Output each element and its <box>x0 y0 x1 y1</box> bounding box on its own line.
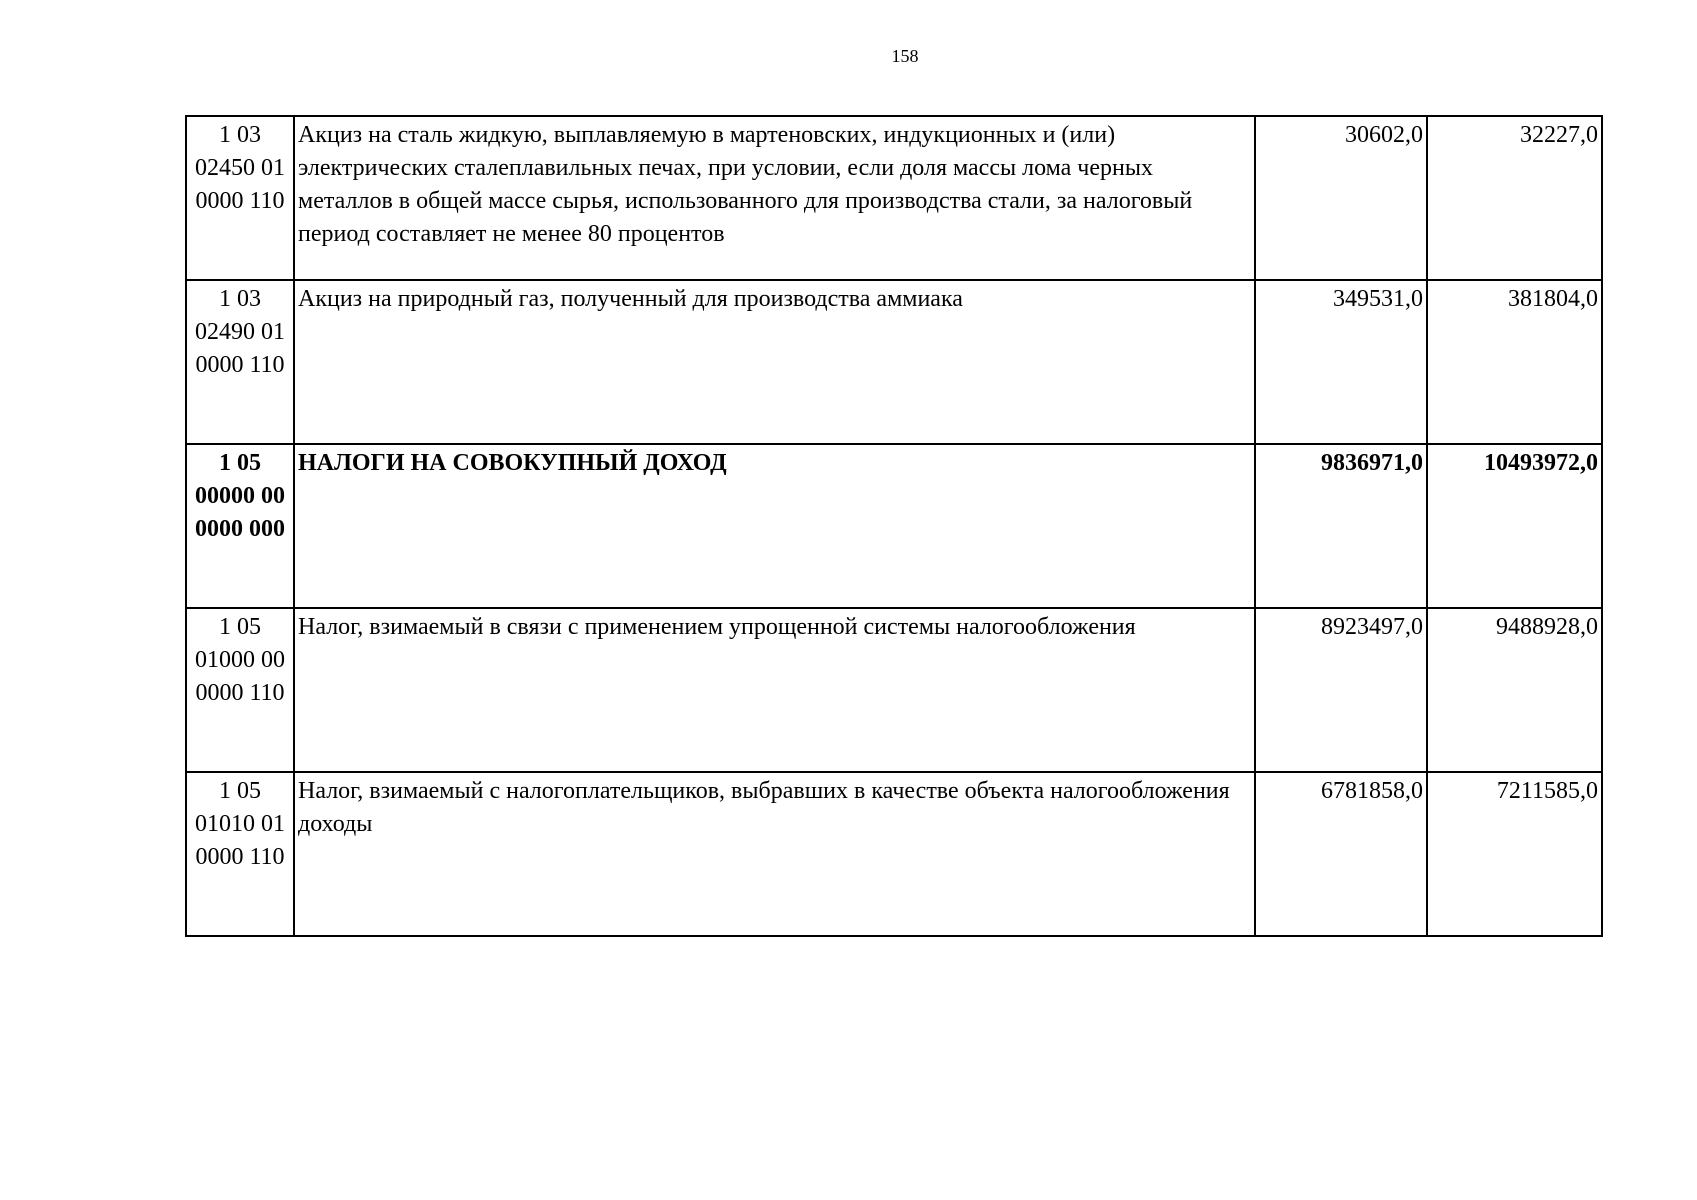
budget-classification-code: 1 03 02450 01 0000 110 <box>186 116 294 280</box>
budget-classification-code: 1 05 00000 00 0000 000 <box>186 444 294 608</box>
budget-classification-code: 1 05 01000 00 0000 110 <box>186 608 294 772</box>
amount-first-year: 349531,0 <box>1255 280 1427 444</box>
budget-classification-code: 1 05 01010 01 0000 110 <box>186 772 294 936</box>
table-row <box>186 444 1602 608</box>
amount-first-year: 6781858,0 <box>1255 772 1427 936</box>
revenue-name: Налог, взимаемый в связи с применением упрощенной системы налогообложения <box>294 608 1255 772</box>
revenue-name: НАЛОГИ НА СОВОКУПНЫЙ ДОХОД <box>294 444 1255 608</box>
table-row <box>186 280 1602 444</box>
amount-first-year: 30602,0 <box>1255 116 1427 280</box>
revenue-name: Акциз на природный газ, полученный для производства аммиака <box>294 280 1255 444</box>
table-row <box>186 608 1602 772</box>
amount-second-year: 9488928,0 <box>1427 608 1602 772</box>
amount-first-year: 9836971,0 <box>1255 444 1427 608</box>
amount-first-year: 8923497,0 <box>1255 608 1427 772</box>
amount-second-year: 381804,0 <box>1427 280 1602 444</box>
page-number: 158 <box>891 46 919 66</box>
budget-classification-code: 1 03 02490 01 0000 110 <box>186 280 294 444</box>
budget-revenue-table <box>185 115 1603 937</box>
table-row <box>186 772 1602 936</box>
revenue-name: Акциз на сталь жидкую, выплавляемую в мартеновских, индукционных и (или) электрических сталеплавильных печах, при условии, если доля массы лома черных металлов в общей массе сырья, использованного для производства стали, за налоговый период составляет не менее 80 процентов <box>294 116 1255 280</box>
amount-second-year: 10493972,0 <box>1427 444 1602 608</box>
amount-second-year: 32227,0 <box>1427 116 1602 280</box>
table-row <box>186 116 1602 280</box>
revenue-name: Налог, взимаемый с налогоплательщиков, выбравших в качестве объекта налогообложения доходы <box>294 772 1255 936</box>
amount-second-year: 7211585,0 <box>1427 772 1602 936</box>
